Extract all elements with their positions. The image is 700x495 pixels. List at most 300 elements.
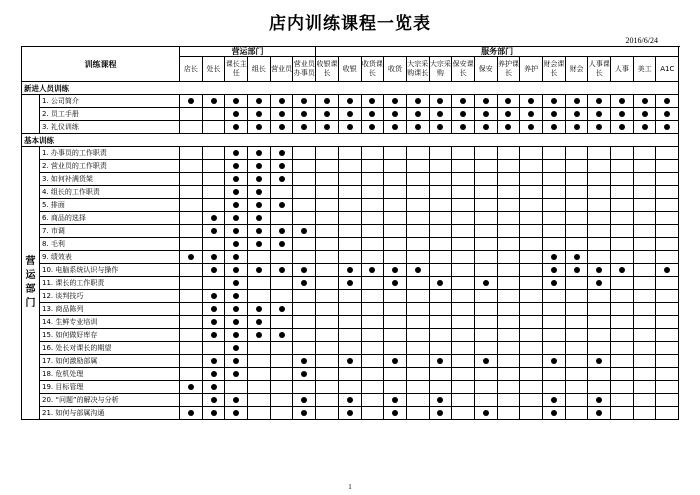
bullet-dot-icon	[596, 410, 602, 416]
mark-cell	[633, 251, 656, 264]
mark-cell	[406, 121, 429, 134]
mark-cell	[361, 147, 384, 160]
mark-cell	[406, 342, 429, 355]
mark-cell	[565, 108, 588, 121]
course-row	[22, 303, 679, 316]
course-row	[22, 121, 679, 134]
mark-cell	[452, 381, 475, 394]
mark-cell	[565, 95, 588, 108]
mark-cell	[338, 238, 361, 251]
mark-cell	[180, 95, 203, 108]
mark-cell	[543, 381, 566, 394]
bullet-dot-icon	[211, 306, 217, 312]
bullet-dot-icon	[279, 228, 285, 234]
mark-cell	[180, 173, 203, 186]
mark-cell	[225, 381, 248, 394]
column-header: 养护课长	[497, 57, 520, 82]
mark-cell	[656, 264, 679, 277]
mark-cell	[429, 147, 452, 160]
mark-cell	[202, 108, 225, 121]
mark-cell	[361, 212, 384, 225]
column-header: 收银课长	[316, 57, 339, 82]
mark-cell	[429, 316, 452, 329]
mark-cell	[543, 225, 566, 238]
course-name: 20. “问题”的解决与分析	[40, 394, 180, 407]
course-row	[22, 264, 679, 277]
mark-cell	[180, 316, 203, 329]
mark-cell	[429, 173, 452, 186]
course-row	[22, 147, 679, 160]
mark-cell	[406, 264, 429, 277]
bullet-dot-icon	[437, 111, 443, 117]
mark-cell	[588, 407, 611, 420]
column-header: 保安课长	[452, 57, 475, 82]
mark-cell	[225, 238, 248, 251]
bullet-dot-icon	[596, 397, 602, 403]
mark-cell	[656, 199, 679, 212]
mark-cell	[565, 173, 588, 186]
mark-cell	[497, 212, 520, 225]
mark-cell	[520, 316, 543, 329]
bullet-dot-icon	[505, 98, 511, 104]
mark-cell	[565, 329, 588, 342]
bullet-dot-icon	[211, 215, 217, 221]
bullet-dot-icon	[483, 280, 489, 286]
mark-cell	[474, 355, 497, 368]
mark-cell	[611, 186, 634, 199]
mark-cell	[497, 329, 520, 342]
bullet-dot-icon	[233, 215, 239, 221]
mark-cell	[452, 290, 475, 303]
mark-cell	[611, 381, 634, 394]
mark-cell	[202, 342, 225, 355]
bullet-dot-icon	[347, 397, 353, 403]
mark-cell	[406, 251, 429, 264]
mark-cell	[520, 251, 543, 264]
mark-cell	[611, 251, 634, 264]
mark-cell	[497, 407, 520, 420]
mark-cell	[633, 407, 656, 420]
course-name: 3. 如何补满货架	[40, 173, 180, 186]
mark-cell	[656, 355, 679, 368]
mark-cell	[611, 108, 634, 121]
mark-cell	[202, 251, 225, 264]
course-name: 17. 如何激励部属	[40, 355, 180, 368]
mark-cell	[270, 355, 293, 368]
column-header: 组长	[248, 57, 271, 82]
course-row	[22, 277, 679, 290]
bullet-dot-icon	[347, 98, 353, 104]
mark-cell	[633, 264, 656, 277]
course-row	[22, 407, 679, 420]
mark-cell	[543, 121, 566, 134]
mark-cell	[452, 368, 475, 381]
course-name: 6. 商品的选择	[40, 212, 180, 225]
bullet-dot-icon	[188, 98, 194, 104]
bullet-dot-icon	[301, 98, 307, 104]
mark-cell	[520, 108, 543, 121]
bullet-dot-icon	[551, 280, 557, 286]
mark-cell	[180, 368, 203, 381]
mark-cell	[270, 316, 293, 329]
bullet-dot-icon	[188, 410, 194, 416]
mark-cell	[361, 303, 384, 316]
mark-cell	[202, 394, 225, 407]
bullet-dot-icon	[347, 410, 353, 416]
mark-cell	[520, 329, 543, 342]
bullet-dot-icon	[211, 410, 217, 416]
course-name: 16. 处长对课长的期望	[40, 342, 180, 355]
mark-cell	[611, 238, 634, 251]
bullet-dot-icon	[256, 215, 262, 221]
mark-cell	[497, 238, 520, 251]
bullet-dot-icon	[233, 254, 239, 260]
page-number: 1	[348, 483, 352, 491]
mark-cell	[361, 186, 384, 199]
mark-cell	[338, 147, 361, 160]
column-header: 收货课长	[361, 57, 384, 82]
mark-cell	[338, 173, 361, 186]
mark-cell	[293, 251, 316, 264]
mark-cell	[633, 199, 656, 212]
mark-cell	[520, 381, 543, 394]
mark-cell	[520, 238, 543, 251]
mark-cell	[361, 290, 384, 303]
mark-cell	[633, 121, 656, 134]
mark-cell	[543, 329, 566, 342]
mark-cell	[293, 394, 316, 407]
column-header: A1C	[656, 57, 679, 82]
course-row	[22, 290, 679, 303]
mark-cell	[225, 186, 248, 199]
mark-cell	[543, 108, 566, 121]
mark-cell	[361, 381, 384, 394]
bullet-dot-icon	[664, 124, 670, 130]
mark-cell	[520, 186, 543, 199]
mark-cell	[656, 342, 679, 355]
bullet-dot-icon	[642, 124, 648, 130]
mark-cell	[361, 95, 384, 108]
mark-cell	[497, 121, 520, 134]
course-name: 21. 如何与部属沟通	[40, 407, 180, 420]
mark-cell	[361, 108, 384, 121]
bullet-dot-icon	[369, 98, 375, 104]
mark-cell	[474, 394, 497, 407]
mark-cell	[384, 290, 407, 303]
mark-cell	[588, 238, 611, 251]
mark-cell	[565, 238, 588, 251]
mark-cell	[633, 95, 656, 108]
mark-cell	[565, 121, 588, 134]
mark-cell	[474, 238, 497, 251]
mark-cell	[543, 251, 566, 264]
mark-cell	[270, 147, 293, 160]
mark-cell	[429, 160, 452, 173]
mark-cell	[543, 264, 566, 277]
bullet-dot-icon	[233, 189, 239, 195]
course-row	[22, 355, 679, 368]
bullet-dot-icon	[233, 176, 239, 182]
vertical-department-label	[22, 95, 40, 134]
mark-cell	[248, 225, 271, 238]
mark-cell	[588, 173, 611, 186]
mark-cell	[452, 121, 475, 134]
mark-cell	[293, 355, 316, 368]
mark-cell	[225, 173, 248, 186]
bullet-dot-icon	[233, 293, 239, 299]
course-header: 训练课程	[22, 47, 180, 82]
mark-cell	[588, 251, 611, 264]
bullet-dot-icon	[596, 358, 602, 364]
section-row	[22, 134, 679, 147]
mark-cell	[452, 355, 475, 368]
mark-cell	[565, 316, 588, 329]
mark-cell	[180, 277, 203, 290]
bullet-dot-icon	[574, 267, 580, 273]
course-name: 10. 电脑系统认识与操作	[40, 264, 180, 277]
mark-cell	[180, 225, 203, 238]
mark-cell	[474, 212, 497, 225]
mark-cell	[633, 212, 656, 225]
mark-cell	[656, 407, 679, 420]
bullet-dot-icon	[324, 124, 330, 130]
mark-cell	[338, 394, 361, 407]
mark-cell	[338, 264, 361, 277]
mark-cell	[180, 251, 203, 264]
mark-cell	[543, 199, 566, 212]
mark-cell	[656, 329, 679, 342]
mark-cell	[474, 316, 497, 329]
mark-cell	[429, 121, 452, 134]
course-name: 19. 目标管理	[40, 381, 180, 394]
mark-cell	[611, 199, 634, 212]
mark-cell	[180, 290, 203, 303]
mark-cell	[452, 316, 475, 329]
mark-cell	[611, 407, 634, 420]
bullet-dot-icon	[188, 254, 194, 260]
mark-cell	[293, 147, 316, 160]
mark-cell	[338, 108, 361, 121]
mark-cell	[270, 199, 293, 212]
course-name: 4. 组长的工作职责	[40, 186, 180, 199]
mark-cell	[316, 355, 339, 368]
column-header: 课长主任	[225, 57, 248, 82]
bullet-dot-icon	[574, 98, 580, 104]
mark-cell	[248, 264, 271, 277]
mark-cell	[361, 264, 384, 277]
mark-cell	[656, 381, 679, 394]
mark-cell	[293, 368, 316, 381]
mark-cell	[656, 238, 679, 251]
mark-cell	[293, 264, 316, 277]
mark-cell	[565, 251, 588, 264]
mark-cell	[384, 316, 407, 329]
bullet-dot-icon	[233, 202, 239, 208]
mark-cell	[474, 147, 497, 160]
bullet-dot-icon	[596, 267, 602, 273]
mark-cell	[543, 368, 566, 381]
bullet-dot-icon	[233, 267, 239, 273]
mark-cell	[452, 251, 475, 264]
mark-cell	[429, 264, 452, 277]
mark-cell	[180, 329, 203, 342]
mark-cell	[543, 173, 566, 186]
bullet-dot-icon	[233, 358, 239, 364]
mark-cell	[452, 264, 475, 277]
bullet-dot-icon	[279, 163, 285, 169]
mark-cell	[497, 186, 520, 199]
bullet-dot-icon	[256, 332, 262, 338]
course-name: 8. 毛利	[40, 238, 180, 251]
bullet-dot-icon	[256, 202, 262, 208]
mark-cell	[270, 95, 293, 108]
mark-cell	[452, 173, 475, 186]
mark-cell	[270, 407, 293, 420]
bullet-dot-icon	[437, 280, 443, 286]
bullet-dot-icon	[233, 124, 239, 130]
bullet-dot-icon	[211, 98, 217, 104]
mark-cell	[270, 121, 293, 134]
mark-cell	[270, 277, 293, 290]
bullet-dot-icon	[233, 397, 239, 403]
mark-cell	[656, 95, 679, 108]
mark-cell	[611, 173, 634, 186]
mark-cell	[384, 368, 407, 381]
mark-cell	[520, 173, 543, 186]
bullet-dot-icon	[347, 358, 353, 364]
mark-cell	[338, 121, 361, 134]
mark-cell	[588, 212, 611, 225]
mark-cell	[429, 394, 452, 407]
section-title: 基本训练	[22, 134, 679, 147]
bullet-dot-icon	[211, 358, 217, 364]
mark-cell	[565, 303, 588, 316]
column-header: 处长	[202, 57, 225, 82]
mark-cell	[633, 329, 656, 342]
mark-cell	[248, 290, 271, 303]
mark-cell	[248, 407, 271, 420]
mark-cell	[474, 121, 497, 134]
mark-cell	[633, 394, 656, 407]
mark-cell	[543, 342, 566, 355]
mark-cell	[452, 394, 475, 407]
mark-cell	[384, 394, 407, 407]
mark-cell	[543, 238, 566, 251]
mark-cell	[406, 381, 429, 394]
mark-cell	[316, 368, 339, 381]
mark-cell	[452, 407, 475, 420]
mark-cell	[180, 264, 203, 277]
mark-cell	[497, 303, 520, 316]
mark-cell	[656, 108, 679, 121]
mark-cell	[248, 173, 271, 186]
mark-cell	[202, 407, 225, 420]
bullet-dot-icon	[324, 111, 330, 117]
mark-cell	[474, 290, 497, 303]
mark-cell	[316, 173, 339, 186]
mark-cell	[338, 160, 361, 173]
mark-cell	[520, 277, 543, 290]
mark-cell	[543, 147, 566, 160]
bullet-dot-icon	[415, 267, 421, 273]
mark-cell	[316, 238, 339, 251]
mark-cell	[202, 147, 225, 160]
column-header: 人事	[611, 57, 634, 82]
mark-cell	[633, 160, 656, 173]
mark-cell	[180, 381, 203, 394]
mark-cell	[384, 108, 407, 121]
mark-cell	[588, 277, 611, 290]
mark-cell	[656, 186, 679, 199]
bullet-dot-icon	[188, 384, 194, 390]
mark-cell	[429, 381, 452, 394]
bullet-dot-icon	[437, 98, 443, 104]
mark-cell	[520, 264, 543, 277]
mark-cell	[180, 121, 203, 134]
bullet-dot-icon	[211, 228, 217, 234]
mark-cell	[543, 95, 566, 108]
course-row	[22, 108, 679, 121]
mark-cell	[225, 108, 248, 121]
mark-cell	[497, 160, 520, 173]
mark-cell	[497, 316, 520, 329]
bullet-dot-icon	[256, 228, 262, 234]
mark-cell	[225, 277, 248, 290]
mark-cell	[361, 407, 384, 420]
mark-cell	[338, 199, 361, 212]
mark-cell	[543, 212, 566, 225]
mark-cell	[429, 212, 452, 225]
bullet-dot-icon	[233, 319, 239, 325]
mark-cell	[225, 121, 248, 134]
mark-cell	[611, 342, 634, 355]
mark-cell	[611, 290, 634, 303]
bullet-dot-icon	[392, 111, 398, 117]
mark-cell	[225, 95, 248, 108]
mark-cell	[384, 95, 407, 108]
mark-cell	[474, 160, 497, 173]
mark-cell	[384, 121, 407, 134]
bullet-dot-icon	[551, 254, 557, 260]
mark-cell	[338, 251, 361, 264]
mark-cell	[384, 407, 407, 420]
mark-cell	[429, 355, 452, 368]
mark-cell	[293, 316, 316, 329]
bullet-dot-icon	[551, 111, 557, 117]
bullet-dot-icon	[301, 397, 307, 403]
mark-cell	[474, 251, 497, 264]
bullet-dot-icon	[505, 111, 511, 117]
mark-cell	[565, 212, 588, 225]
mark-cell	[656, 277, 679, 290]
mark-cell	[248, 381, 271, 394]
course-row	[22, 199, 679, 212]
mark-cell	[202, 160, 225, 173]
bullet-dot-icon	[551, 124, 557, 130]
mark-cell	[543, 316, 566, 329]
mark-cell	[588, 368, 611, 381]
mark-cell	[293, 95, 316, 108]
mark-cell	[270, 238, 293, 251]
mark-cell	[588, 95, 611, 108]
mark-cell	[293, 303, 316, 316]
mark-cell	[429, 199, 452, 212]
mark-cell	[565, 186, 588, 199]
course-row	[22, 368, 679, 381]
bullet-dot-icon	[301, 280, 307, 286]
mark-cell	[248, 329, 271, 342]
bullet-dot-icon	[483, 358, 489, 364]
